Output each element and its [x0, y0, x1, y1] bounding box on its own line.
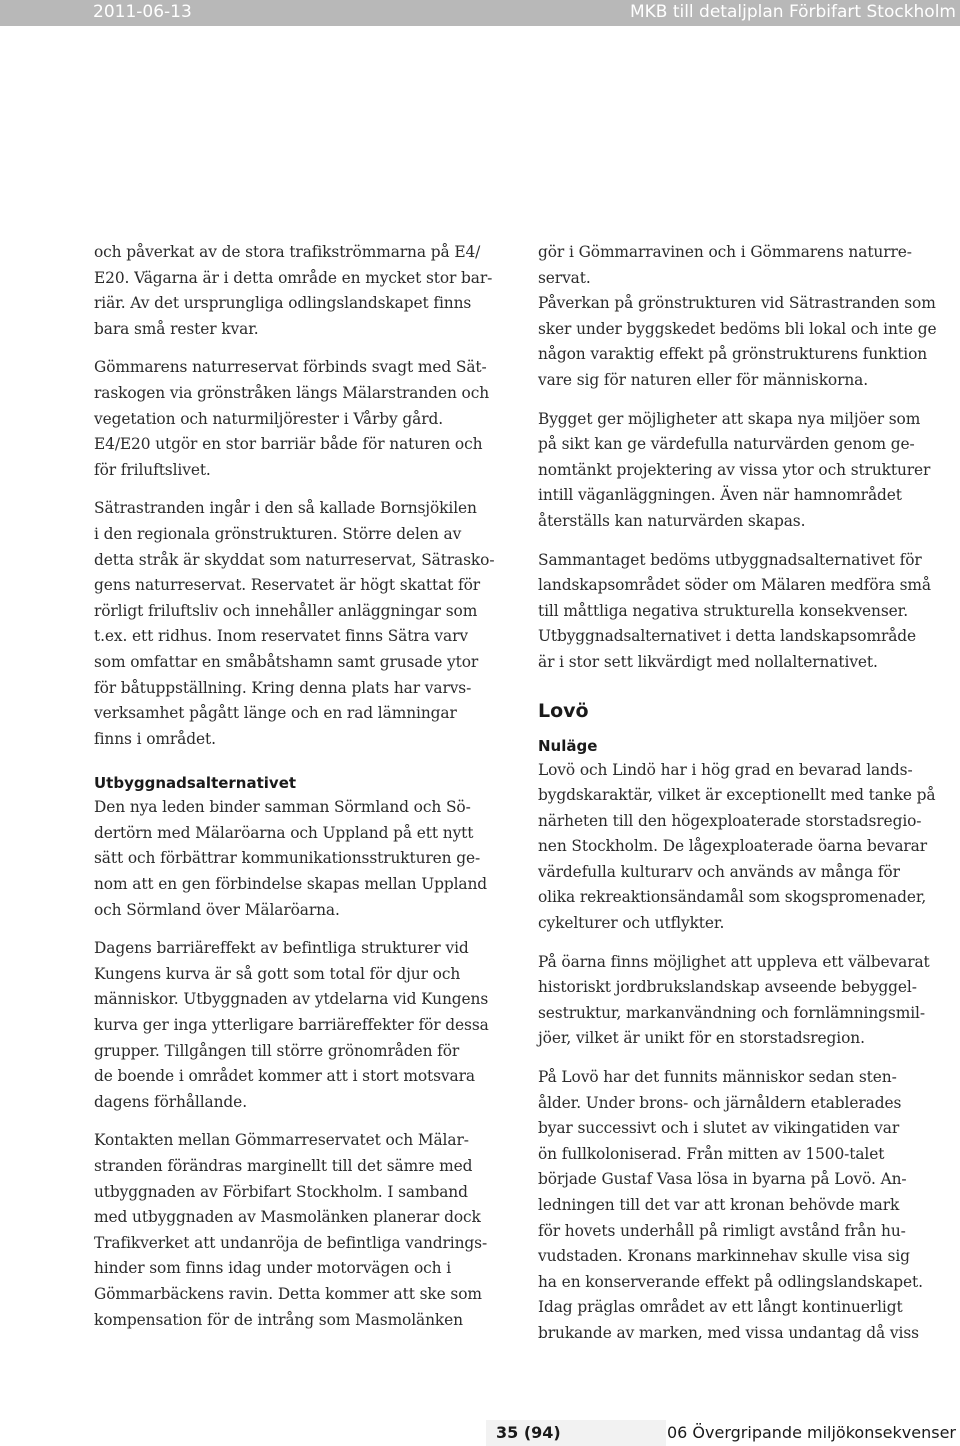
page-number: 35 (94)	[486, 1420, 666, 1446]
nulage-heading: Nuläge	[538, 736, 598, 755]
page-footer	[0, 1420, 960, 1446]
header-date: 2011-06-13	[93, 2, 192, 22]
right-paragraph-1: gör i Gömmarravinen och i Gömmarens naturre- servat. Påverkan på grönstrukturen vid Sätrastranden som sker under byggskedet bedöms bli lokal och inte ge någon varaktig effekt på grönstrukturens funktion vare sig för naturen eller för människorna.	[538, 243, 937, 389]
right-paragraph-2: Bygget ger möjligheter att skapa nya miljöer som på sikt kan ge värdefulla naturvärden genom ge- nomtänkt projektering av vissa ytor och strukturer intill väganläggningen. Även när hamnområdet återställs kan naturvärden skapas.	[538, 409, 931, 530]
utbyggnadsalternativet-heading: Utbyggnadsalternativet	[94, 774, 297, 793]
left-column	[94, 240, 514, 1333]
right-paragraph-6: På Lovö har det funnits människor sedan sten- ålder. Under brons- och järnåldern etablerades byar successivt och i slutet av vikingatiden var ön fullkoloniserad. Från mitten av 1500-talet började Gustaf Vasa lösa in byarna på Lovö. An- ledningen till det var att kronan behövde mark för hovets underhåll på rimligt avstånd från hu- vudstaden. Kronans markinnehav skulle visa sig ha en konserverande effekt på odlingslandskapet. Idag präglas området av ett långt kontinuerligt brukande av marken, med vissa undantag då viss	[538, 1068, 923, 1342]
lovo-section-heading: Lovö	[538, 699, 589, 722]
right-column	[538, 240, 958, 1347]
left-paragraph-1: och påverkat av de stora trafikströmmarna på E4/ E20. Vägarna är i detta område en mycket stor bar- riär. Av det ursprungliga odlingslandskapet finns bara små rester kvar.	[94, 243, 493, 338]
left-paragraph-3: Sätrastranden ingår i den så kallade Bornsjökilen i den regionala grönstrukturen. Större delen av detta stråk är skyddat som naturreservat, Sätrasko- gens naturreservat. Reservatet är högt skattat för rörligt friluftsliv och innehåller anläggningar som t.ex. ett ridhus. Inom reservatet finns Sätra varv som omfattar en småbåtshamn samt grusade ytor för båtuppställning. Kring denna plats har varvs- verksamhet pågått länge och en rad lämningar finns i området.	[94, 499, 495, 748]
chapter-title: 06 Övergripande miljökonsekvenser	[666, 1423, 956, 1442]
right-paragraph-3: Sammantaget bedöms utbyggnadsalternativet för landskapsområdet söder om Mälaren medföra små till måttliga negativa strukturella konsekvenser. Utbyggnadsalternativet i detta landskapsområde är i stor sett likvärdigt med nollalternativet.	[538, 550, 931, 671]
page-header	[0, 0, 960, 26]
left-paragraph-5: Dagens barriäreffekt av befintliga strukturer vid Kungens kurva är så gott som total för djur och människor. Utbyggnaden av ytdelarna vid Kungens kurva ger inga ytterligare barriäreffekter för dessa grupper. Tillgången till större grönområden för de boende i området kommer att i stort motsvara dagens förhållande.	[94, 939, 489, 1111]
left-paragraph-6: Kontakten mellan Gömmarreservatet och Mälar- stranden förändras marginellt till det sämre med utbyggnaden av Förbifart Stockholm. I samband med utbyggnaden av Masmolänken planerar dock Trafikverket att undanröja de befintliga vandrings- hinder som finns idag under motorvägen och i Gömmarbäckens ravin. Detta kommer att ske som kompensation för de intrång som Masmolänken	[94, 1131, 488, 1329]
left-paragraph-4: Den nya leden binder samman Sörmland och Sö- dertörn med Mälaröarna och Uppland på ett nytt sätt och förbättrar kommunikationsstrukturen ge- nom att en gen förbindelse skapas mellan Uppland och Sörmland över Mälaröarna.	[94, 798, 488, 919]
header-document-title: MKB till detaljplan Förbifart Stockholm	[629, 2, 956, 22]
right-paragraph-5: På öarna finns möjlighet att uppleva ett välbevarat historiskt jordbrukslandskap avseende bebyggel- sestruktur, markanvändning och fornlämningsmil- jöer, vilket är unikt för en storstadsregion.	[538, 952, 930, 1048]
right-paragraph-4: Lovö och Lindö har i hög grad en bevarad lands- bygdskaraktär, vilket är exceptionellt med tanke på närheten till den högexploaterade storstadsregio- nen Stockholm. De lågexploaterade öarna bevarar värdefulla kulturarv och används av många för olika rekreaktionsändamål som skogspromenader, cykelturer och utflykter.	[538, 760, 936, 933]
left-paragraph-2: Gömmarens naturreservat förbinds svagt med Sät- raskogen via grönstråken längs Mälarstranden och vegetation och naturmiljörester i Vårby gård. E4/E20 utgör en stor barriär både för naturen och för friluftslivet.	[94, 358, 490, 479]
